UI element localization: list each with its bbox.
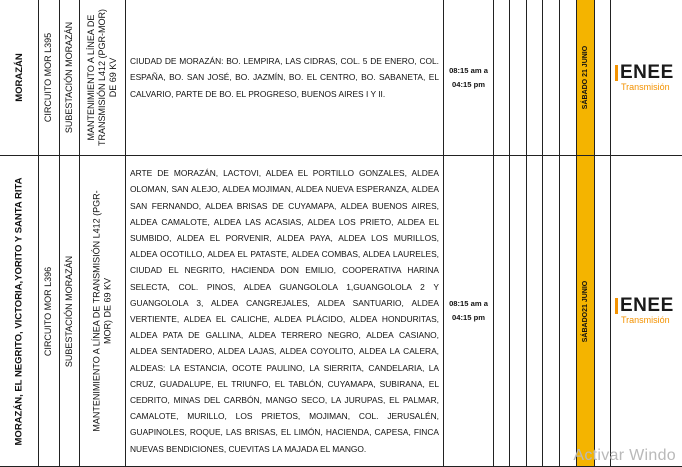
blank-cell	[510, 156, 527, 466]
substation-label: SUBESTACIÓN MORAZÁN	[64, 255, 75, 367]
blank-cell	[560, 0, 577, 155]
department-label: MORAZÁN, EL NEGRITO, VICTORIA,YORITO Y SANTA RITA	[13, 177, 25, 445]
affected-areas-text: CIUDAD DE MORAZÁN: BO. LEMPIRA, LAS CIDRAS, COL. 5 DE ENERO, COL. ESPAÑA, BO. SAN JOSÉ, BO. JAZMÍN, BO. EL CENTRO, BO. SABANETA, EL CALVARIO, PARTE DE BO. EL PROGRESO, BUENOS AIRES I Y II.	[130, 56, 439, 99]
blank-cell	[543, 156, 560, 466]
blank-cell	[560, 156, 577, 466]
affected-areas	[126, 156, 444, 466]
logo-name: ENEE	[620, 61, 674, 83]
enee-logo	[611, 0, 682, 155]
time-end: 04:15 pm	[452, 79, 485, 89]
circuit-label: CIRCUITO MOR L396	[43, 266, 54, 356]
activation-watermark: Activar Windo	[573, 447, 676, 464]
substation-label: SUBESTACIÓN MORAZÁN	[64, 21, 75, 134]
date-label: SÁBADO 21 JUNIO	[582, 45, 589, 110]
affected-areas	[126, 0, 444, 155]
circuit-cell	[39, 156, 60, 466]
work-cell	[80, 0, 126, 155]
circuit-cell	[39, 0, 60, 155]
department-label: MORAZÁN	[13, 53, 25, 102]
logo-bar-icon	[615, 65, 618, 81]
blank-cell	[595, 156, 611, 466]
logo-bar-icon	[615, 298, 618, 314]
blank-cell	[543, 0, 560, 155]
logo-name: ENEE	[620, 295, 674, 316]
work-label: MANTENIMIENTO A LÍNEA DE TRANSMISIÓN L412 (PGR-MOR) DE 69 KV	[86, 8, 118, 147]
outage-row-2	[0, 156, 682, 467]
logo-subtitle: Transmisión	[621, 315, 670, 325]
department-cell	[0, 0, 39, 155]
time-end: 04:15 pm	[452, 313, 485, 322]
outage-row-1	[0, 0, 682, 156]
substation-cell	[60, 0, 80, 155]
blank-cell	[527, 0, 543, 155]
blank-cell	[494, 0, 510, 155]
blank-cell	[527, 156, 543, 466]
blank-cell	[494, 156, 510, 466]
affected-areas-text: ARTE DE MORAZÁN, LACTOVI, ALDEA EL PORTILLO GONZALES, ALDEA OLOMAN, SAN ALEJO, ALDEA MOJIMAN, ALDEA NUEVA ESPERANZA, ALDEA SAN FERNANDO, ALDEA BRISAS DE CUYAMAPA, ALDEA BUENOS AIRES, ALDEA CAMALOTE, ALDEA LAS ACASIAS, ALDEA LOS PRIETO, ALDEA EL SUMBIDO, ALDEA EL PORVENIR, ALDEA PAYA, ALDEA LOS MURILLOS, ALDEA OCOTILLO, ALDEA EL PATASTE, ALDEA COMBAS, ALDEA LAURELES, CIUDAD EL NEGRITO, HACIENDA DON EMILIO, COOPERATIVA HARINA SELECTA, COL. PINOS, ALDEA GUANGOLOLA 1,GUANGOLOLA 2 Y GUANGOLOLA 3, ALDEA CANGREJALES, ALDEA SANTUARIO, ALDEA VERTIENTE, ALDEA EL CALICHE, ALDEA PLÁCIDO, ALDEA HONDURITAS, ALDEA PATA DE GALLINA, ALDEA TERRERO NEGRO, ALDEA CASIANO, ALDEA SENTADERO, ALDEA LAJAS, ALDEA COYOLITO, ALDEA LA CALERA, ALDEAS: LA ESTANCIA, OCOTE PAULINO, LA SIERRITA, CANDELARIA, LA CRUZ, GUADALUPE, EL TRIUNFO, EL TABLÓN, CUYAMAPA, SUBIRANA, EL CEDRITO, MINAS DEL CARBÓN, MANGO SECO, LA JURUPAS, EL PALMAR, CAMALOTE, MURILLO, LOS PRIETOS, MOJIMAN, COL. JERUSALÉN, GUAPINOLES, ROQUE, LAS BRISAS, EL LIMÓN, HACIENDA, CAPESA, FINCA NUEVAS BENDICIONES, CUEVITAS LA MAJADA EL MANGO.	[130, 168, 439, 454]
blank-cell	[510, 0, 527, 155]
enee-logo	[611, 156, 682, 466]
date-label: SÁBADO21 JUNIO	[582, 280, 589, 342]
time-cell	[444, 156, 494, 466]
work-label: MANTENIMIENTO A LÍNEA DE TRANSMISIÓN L412 (PGR- MOR) DE 69 KV	[91, 190, 113, 432]
time-start: 08:15 am a	[449, 65, 488, 75]
logo-subtitle: Transmisión	[621, 81, 670, 92]
time-start: 08:15 am a	[449, 299, 488, 308]
substation-cell	[60, 156, 80, 466]
blank-cell	[595, 0, 611, 155]
work-cell	[80, 156, 126, 466]
circuit-label: CIRCUITO MOR L395	[43, 32, 54, 123]
date-cell	[577, 156, 595, 466]
department-cell	[0, 156, 39, 466]
date-cell	[577, 0, 595, 155]
time-cell	[444, 0, 494, 155]
